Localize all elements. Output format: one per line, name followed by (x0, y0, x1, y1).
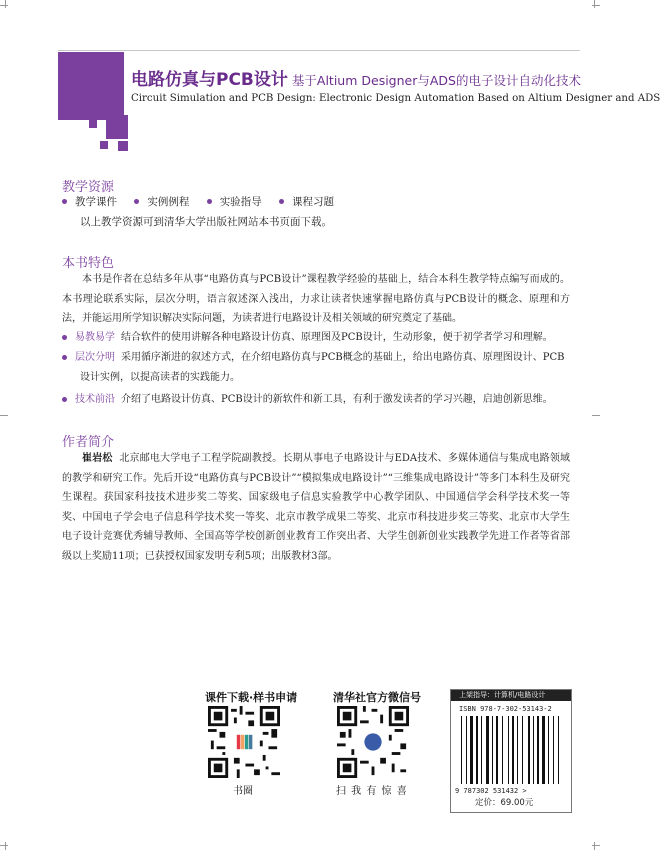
isbn-barcode (450, 689, 572, 813)
author-bio (62, 449, 570, 566)
crop-mark (5, 0, 6, 8)
list-item: 实验指导 (219, 196, 262, 208)
crop-mark (0, 415, 8, 416)
qr-code-right[interactable] (337, 706, 409, 778)
feature-text: 采用循序渐进的叙述方式，在介绍电路仿真与PCB概念的基础上，给出电路仿真、原理图设计、PCB设计实例，以提高读者的实践能力。 (80, 352, 565, 383)
crop-mark (594, 842, 595, 850)
bullet-icon (134, 199, 139, 204)
bullet-icon (62, 355, 67, 360)
bullet-icon (279, 199, 284, 204)
crop-mark (0, 845, 8, 846)
feature-text: 介绍了电路设计仿真、PCB设计的新软件和新工具，有利于激发读者的学习兴趣，启迪创新思维。 (121, 394, 553, 405)
features-heading: 本书特色 (62, 256, 115, 271)
feature-text: 结合软件的使用讲解各种电路设计仿真、原理图及PCB设计，生动形象，便于初学者学习和理解。 (121, 332, 553, 343)
crop-mark (592, 845, 600, 846)
feature-item (62, 328, 572, 348)
shelf-category: 上架指导：计算机/电路设计 (451, 690, 571, 701)
resources-list (62, 194, 348, 209)
bullet-icon (207, 199, 212, 204)
feature-item (62, 390, 572, 410)
author-heading: 作者简介 (62, 435, 115, 450)
barcode-digits: 9 787302 531432 > (455, 787, 527, 795)
header-rule (58, 50, 580, 51)
barcode-bars (461, 716, 561, 786)
feature-label: 层次分明 (75, 352, 115, 363)
qr-left-caption: 书圈 (233, 786, 253, 797)
title-en: Circuit Simulation and PCB Design: Electronic Design Automation Based on Altium Designer and ADS (131, 93, 660, 104)
title-cn: 电路仿真与PCB设计 (131, 70, 288, 90)
author-name: 崔岩松 (82, 453, 113, 464)
crop-mark (594, 0, 595, 8)
qr-right-caption: 扫 我 有 惊 喜 (336, 786, 408, 797)
subtitle-cn: 基于Altium Designer与ADS的电子设计自动化技术 (291, 73, 581, 88)
resources-heading: 教学资源 (62, 180, 115, 195)
qr-left-label: 课件下载·样书申请 (205, 691, 298, 704)
bullet-icon (62, 397, 67, 402)
isbn-text: ISBN 978-7-302-53143-2 (459, 705, 552, 713)
feature-item (62, 348, 572, 387)
crop-mark (592, 415, 600, 416)
list-item: 实例例程 (147, 196, 190, 208)
feature-label: 技术前沿 (75, 394, 115, 405)
bullet-icon (62, 199, 67, 204)
qr-right-label: 清华社官方微信号 (333, 691, 421, 704)
resources-note: 以上教学资源可到清华大学出版社网站本书页面下载。 (80, 216, 332, 228)
list-item: 教学课件 (75, 196, 117, 208)
crop-mark (592, 5, 600, 6)
bullet-icon (62, 335, 67, 340)
crop-mark (0, 5, 8, 6)
crop-mark (5, 842, 6, 850)
book-title (131, 65, 581, 90)
list-item: 课程习题 (292, 196, 335, 208)
author-bio-text: 北京邮电大学电子工程学院副教授。长期从事电子电路设计与EDA技术、多媒体通信与集成电路领域的教学和研究工作。先后开设“电路仿真与PCB设计”“模拟集成电路设计”“三维集成电路设计”等多门本科生及研究生课程。获国家科技技术进步奖二等奖、国家级电子信息实验教学中心教学团队、中国通信学会科学技术奖一等奖、中国电子学会电子信息科学技术奖一等奖、北京市教学成果二等奖、北京市科技进步奖三等奖、北京市大学生电子设计竞赛优秀辅导教师、全国高等学校创新创业教育工作突出者、大学生创新创业实践教学先进工作者等省部级以上奖励11项；已获授权国家发明专利5项；出版教材3部。 (62, 453, 571, 562)
qr-code-left[interactable] (208, 706, 280, 778)
price: 定价：69.00元 (475, 798, 534, 808)
features-intro: 本书是作者在总结多年从事“电路仿真与PCB设计”课程教学经验的基础上，结合本科生教学特点编写而成的。本书理论联系实际，层次分明，语言叙述深入浅出，力求让读者快速掌握电路仿真与PCB设计的概念、原理和方法，并能运用所学知识解决实际问题，为读者进行电路设计及相关领域的研究奠定了基础。 (62, 274, 570, 324)
feature-label: 易教易学 (75, 332, 115, 343)
